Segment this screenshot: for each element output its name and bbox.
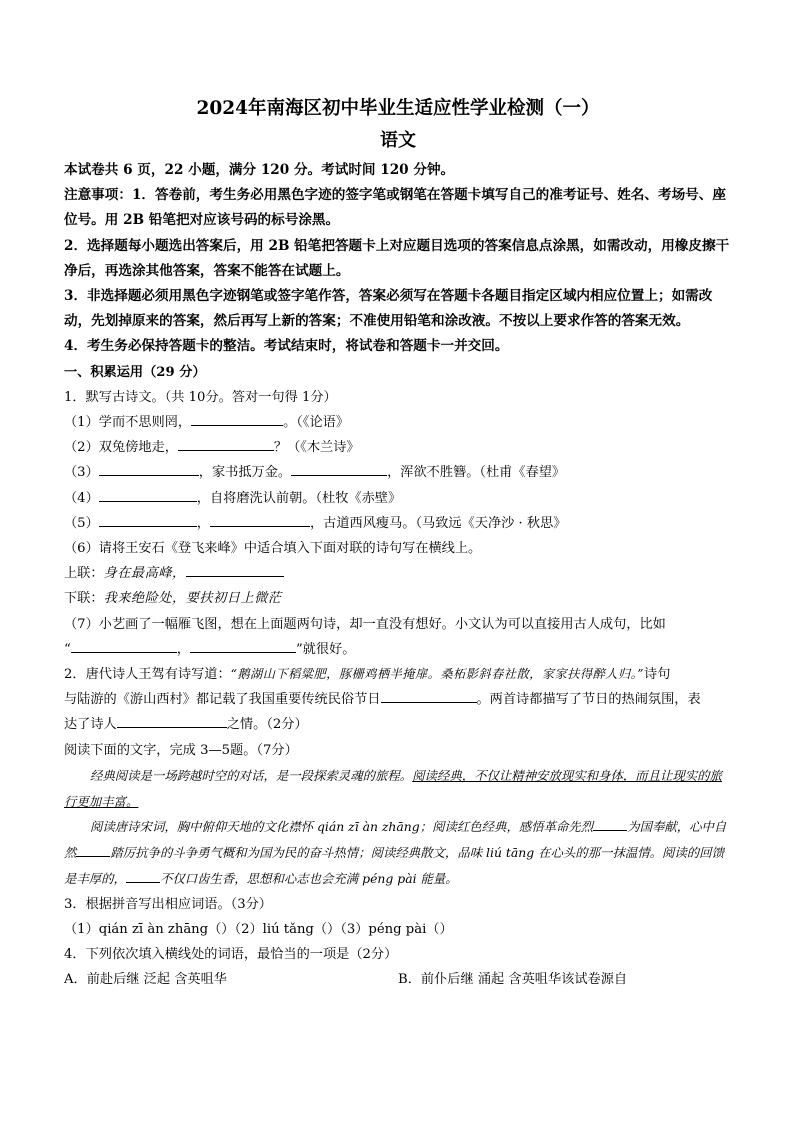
question-1-stem: 1．默写古诗文。（共 10分。答对一句得 1分）: [64, 389, 337, 405]
item-text: （4）: [64, 490, 99, 506]
answer-blank[interactable]: [99, 512, 197, 527]
item-text: （2）双兔傍地走，: [64, 440, 178, 456]
question-3-items: （1）qián zī àn zhāng（）（2）liú tǎng（）（3）péng pài（）: [64, 922, 453, 938]
item-text: “: [64, 641, 71, 657]
question-2-line-3: [64, 712, 732, 737]
notice-line: 本试卷共 6 页，22 小题，满分 120 分。考试时间 120 分钟。: [64, 162, 455, 178]
exam-title: 2024年南海区初中毕业生适应性学业检测（一）: [196, 98, 600, 119]
notice-block: [64, 158, 732, 360]
question-4-options: [64, 967, 732, 992]
answer-blank[interactable]: [210, 512, 310, 527]
couplet-label: 上联：: [64, 566, 104, 582]
reading-paragraph-1: [64, 763, 732, 815]
item-text: ，: [176, 641, 190, 657]
item-text: ？（《木兰诗》: [273, 440, 360, 456]
option-b[interactable]: B．前仆后继 涌起 含英咀华该试卷源自: [398, 972, 628, 988]
answer-blank[interactable]: [190, 638, 296, 653]
option-a[interactable]: A．前赴后继 泛起 含英咀华: [64, 972, 227, 988]
answer-blank[interactable]: [593, 816, 627, 831]
answer-blank[interactable]: [291, 461, 387, 476]
couplet-text: 我来绝险处，要扶初日上微茫: [103, 591, 282, 607]
answer-blank[interactable]: [117, 713, 227, 728]
item-text: ，自将磨洗认前朝。（杜牧《赤壁》: [196, 490, 402, 506]
couplet-upper: [64, 561, 732, 586]
answer-blank[interactable]: [126, 868, 160, 883]
reading-intro: 阅读下面的文字，完成 3—5题。（7分）: [64, 742, 298, 758]
exam-subject: 语文: [380, 130, 416, 151]
section-title: 一、积累运用（29 分）: [64, 364, 206, 380]
item-text: 诗句: [644, 667, 671, 683]
question-1-item-7: （7）小艺画了一幅雁飞图，想在上面题两句诗，却一直没有想好。小文认为可以直接用古人成句，比如: [64, 616, 666, 632]
answer-blank[interactable]: [99, 487, 197, 502]
passage-text: 不仅口齿生香，思想和心志也会充满 péng pài 能量。: [159, 871, 458, 887]
couplet-lower: [64, 586, 732, 611]
question-1-item-3: [64, 460, 732, 485]
passage-text: 踏厉抗争的斗争勇气概和为国为民的奋斗热情；阅读经典散文，品味 liú tāng 在心头的那一抹温情。阅读的回馈是丰厚的，: [64, 845, 724, 887]
item-text: （5）: [64, 515, 99, 531]
question-3-stem: 3．根据拼音写出相应词语。（3分）: [64, 896, 272, 912]
question-1-item-6: （6）请将王安石《登飞来峰》中适合填入下面对联的诗句写在横线上。: [64, 541, 482, 557]
answer-blank[interactable]: [178, 436, 274, 451]
item-text: ，家书抵万金。: [198, 465, 292, 481]
notice-line: 3．非选择题必须用黑色字迹钢笔或签字笔作答，答案必须写在答题卡各题目指定区域内相应位置上；如需改动，先划掉原来的答案，然后再写上新的答案；不准使用铅笔和涂改液。不按以上要求作答的答案无效。: [64, 288, 713, 330]
question-1-item-1: [64, 410, 732, 435]
item-text: ，: [196, 515, 210, 531]
item-text: ，浑欲不胜簪。（杜甫《春望》: [387, 465, 566, 481]
question-1-item-5: [64, 511, 732, 536]
item-text: 。两首诗都描写了节日的热闹氛围，表: [476, 692, 701, 708]
question-2-line-1: [64, 662, 732, 687]
item-text: （1）学而不思则罔，: [64, 415, 192, 431]
question-2-line-2: [64, 687, 732, 712]
reading-paragraph-2: [64, 814, 732, 891]
item-text: （3）: [64, 465, 99, 481]
question-1-item-7-cont: [64, 637, 732, 662]
answer-blank[interactable]: [99, 461, 199, 476]
answer-blank[interactable]: [76, 842, 110, 857]
passage-text: 阅读唐诗宋词，胸中俯仰天地的文化襟怀 qián zī àn zhāng；阅读红色经典，感悟革命先烈: [90, 819, 594, 835]
couplet-label: 下联：: [64, 591, 104, 607]
question-4-stem: 4．下列依次填入横线处的词语，最恰当的一项是（2分）: [64, 947, 398, 963]
answer-blank[interactable]: [186, 562, 284, 577]
notice-line: 2．选择题每小题选出答案后，用 2B 铅笔把答题卡上对应题目选项的答案信息点涂黑，如需改动，用橡皮擦干净后，再选涂其他答案，答案不能答在试题上。: [64, 237, 730, 279]
passage-text: 经典阅读是一场跨越时空的对话，是一段探索灵魂的旅程。: [90, 767, 413, 783]
passage-underlined-text: 阅读经典，不仅让精神安放现实和身体，而且让现实的旅行更加丰富。: [64, 767, 722, 809]
passage-text: 为国奉献，心中自然: [64, 819, 727, 861]
answer-blank[interactable]: [71, 638, 177, 653]
item-text: ”就很好。: [295, 641, 356, 657]
couplet-text: 身在最高峰，: [103, 566, 186, 582]
item-text: 达了诗人: [64, 717, 117, 733]
question-1-item-4: [64, 486, 732, 511]
notice-line: 注意事项：1．答卷前，考生务必用黑色字迹的签字笔或钢笔在答题卡填写自己的准考证号、姓名、考场号、座位号。用 2B 铅笔把对应该号码的标号涂黑。: [64, 187, 726, 229]
item-text: 2．唐代诗人王驾有诗写道：: [64, 667, 231, 683]
item-text: 之情。（2分）: [226, 717, 308, 733]
answer-blank[interactable]: [381, 688, 477, 703]
poem-text: “鹅湖山下稻粱肥，豚栅鸡栖半掩扉。桑柘影斜春社散，家家扶得醉人归。”: [230, 667, 645, 682]
answer-blank[interactable]: [191, 411, 283, 426]
item-text: ，古道西风瘦马。（马致远《天净沙 · 秋思》: [309, 515, 567, 531]
item-text: 。（《论语》: [283, 415, 350, 431]
notice-line: 4．考生务必保持答题卡的整洁。考试结束时，将试卷和答题卡一并交回。: [64, 338, 509, 355]
item-text: 与陆游的《游山西村》都记载了我国重要传统民俗节日: [64, 692, 381, 708]
exam-page: [64, 96, 732, 993]
question-1-item-2: [64, 435, 732, 460]
